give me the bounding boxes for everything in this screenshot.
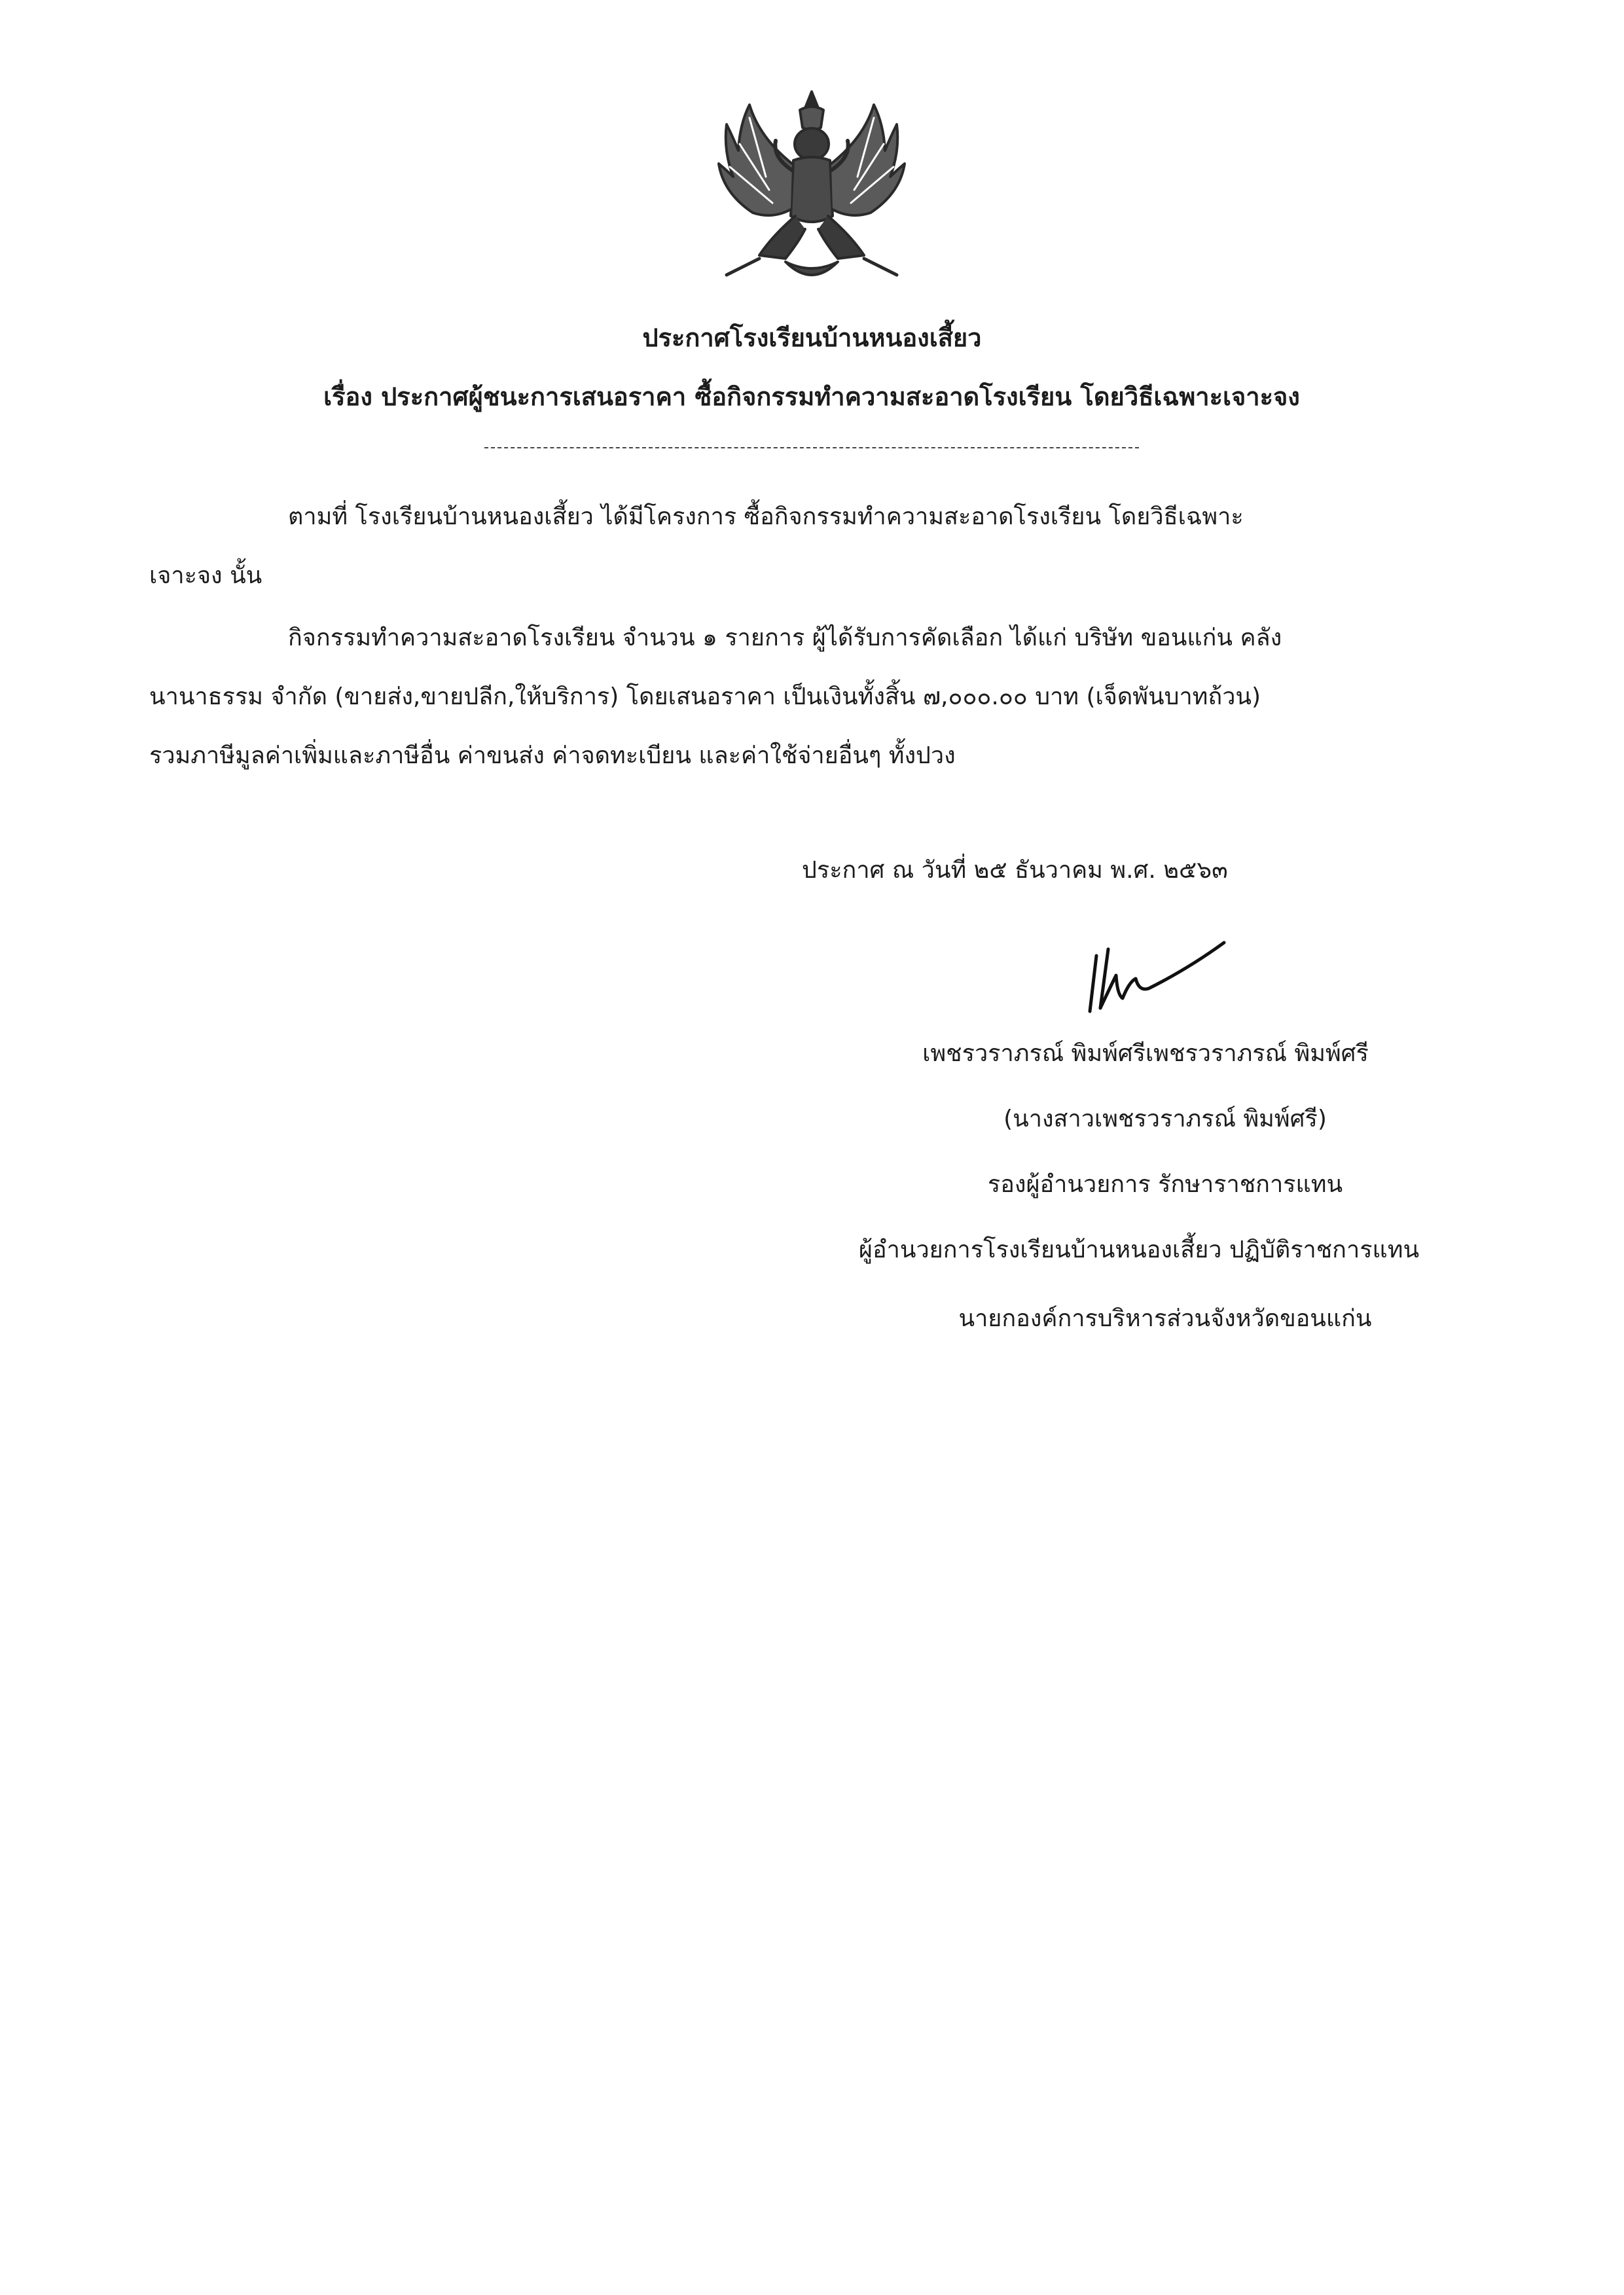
signatory-position-3: นายกองค์การบริหารส่วนจังหวัดขอนแก่น [958,1305,1372,1332]
signatory-position-2: ผู้อำนวยการโรงเรียนบ้านหนองเสี้ยว ปฏิบัติราชการแทน [858,1237,1420,1263]
announcement-title: ประกาศโรงเรียนบ้านหนองเสี้ยว [642,323,982,352]
divider-line [484,447,1139,448]
signatory-full-name: (นางสาวเพชรวราภรณ์ พิมพ์ศรี) [1003,1106,1327,1132]
signatory-position-1: รองผู้อำนวยการ รักษาราชการแทน [987,1171,1343,1198]
announcement-date: ประกาศ ณ วันที่ ๒๕ ธันวาคม พ.ศ. ๒๕๖๓ [802,857,1228,884]
handwritten-signature [1077,930,1227,1021]
paragraph-2-line-3: รวมภาษีมูลค่าเพิ่มและภาษีอื่น ค่าขนส่ง ค่าจดทะเบียน และค่าใช้จ่ายอื่นๆ ทั้งปวง [149,742,956,769]
garuda-emblem-icon [687,79,936,295]
paragraph-1-line-2: เจาะจง นั้น [149,562,262,589]
announcement-subject: เรื่อง ประกาศผู้ชนะการเสนอราคา ซื้อกิจกรรมทำความสะอาดโรงเรียน โดยวิธีเฉพาะเจาะจง [323,382,1300,411]
paragraph-1-line-1: ตามที่ โรงเรียนบ้านหนองเสี้ยว ได้มีโครงการ ซื้อกิจกรรมทำความสะอาดโรงเรียน โดยวิธีเฉพาะ [288,503,1244,530]
paragraph-2-line-1: กิจกรรมทำความสะอาดโรงเรียน จำนวน ๑ รายการ ผู้ได้รับการคัดเลือก ได้แก่ บริษัท ขอนแก่น คลัง [288,624,1282,651]
signatory-name-line: เพชรวราภรณ์ พิมพ์ศรีเพชรวราภรณ์ พิมพ์ศรี [922,1040,1369,1067]
paragraph-2-line-2: นานาธรรม จำกัด (ขายส่ง,ขายปลีก,ให้บริการ) โดยเสนอราคา เป็นเงินทั้งสิ้น ๗,๐๐๐.๐๐ บาท (เจ็ดพันบาทถ้วน) [149,683,1261,710]
